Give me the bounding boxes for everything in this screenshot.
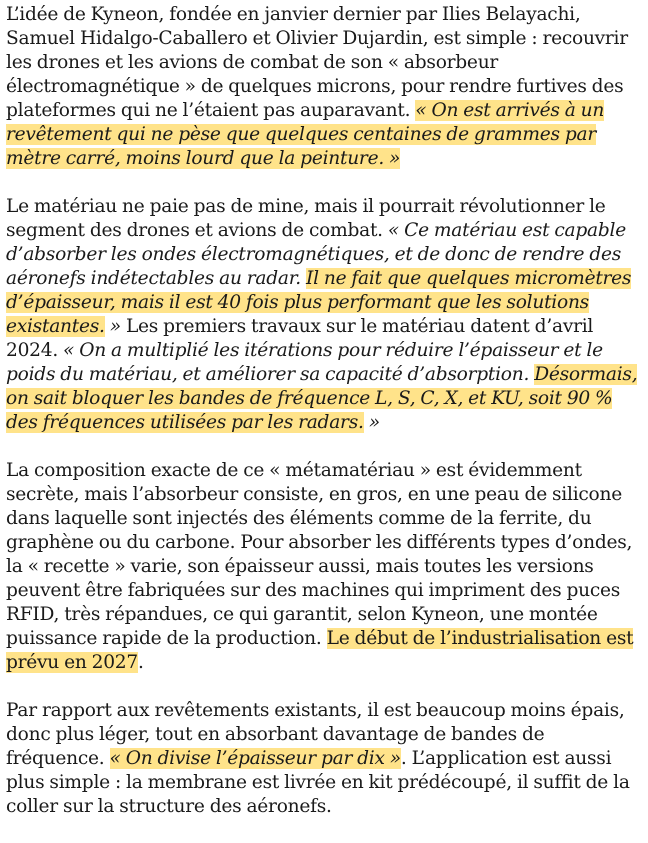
article-paragraph bbox=[6, 195, 646, 435]
article-paragraph bbox=[6, 459, 646, 675]
quote-text: « On a multiplié les itérations pour réduire l’épaisseur et le poids du matériau, et améliorer sa capacité d’absorption. bbox=[6, 340, 603, 385]
highlighted-quote: Le début de l’industrialisation est prévu en 2027 bbox=[6, 628, 634, 673]
article-paragraph bbox=[6, 3, 646, 171]
body-text: Par rapport aux revêtements existants, il est beaucoup moins épais, donc plus léger, tout en absorbant davantage de bandes de fréquence. bbox=[6, 700, 625, 769]
highlighted-quote: Désormais, on sait bloquer les bandes de fréquence L, S, C, X, et KU, soit 90 % des fréquences utilisées par les radars. bbox=[6, 364, 638, 433]
quote-text: « Ce matériau est capable d’absorber les ondes électromagnétiques, et de donc de rendre des aéronefs indétectables au radar. bbox=[6, 220, 626, 289]
body-text: L’idée de Kyneon, fondée en janvier dernier par Ilies Belayachi, Samuel Hidalgo-Caballero et Olivier Dujardin, est simple : recouvrir les drones et les avions de combat de son « absorbeur électromagnétique » de quelques microns, pour rendre furtives des plateformes qui ne l’étaient pas auparavant. bbox=[6, 4, 628, 121]
highlighted-quote: « On divise l’épaisseur par dix » bbox=[109, 748, 401, 769]
quote-text: » bbox=[104, 316, 126, 337]
body-text: La composition exacte de ce « métamatériau » est évidemment secrète, mais l’absorbeur consiste, en gros, en une peau de silicone dans laquelle sont injectés des éléments comme de la ferrite, du graphène ou du carbone. Pour absorber les différents types d’ondes, la « recette » varie, son épaisseur aussi, mais toutes les versions peuvent être fabriquées sur des machines qui impriment des puces RFID, très répandues, ce qui garantit, selon Kyneon, une montée puissance rapide de la production. bbox=[6, 460, 633, 649]
body-text: . L’application est aussi plus simple : la membrane est livrée en kit prédécoupé, il suffit de la coller sur la structure des aéronefs. bbox=[6, 748, 630, 817]
quote-text: » bbox=[363, 412, 380, 433]
highlighted-quote: Il ne fait que quelques micromètres d’épaisseur, mais il est 40 fois plus performant que les solutions existantes. bbox=[6, 268, 632, 337]
article-paragraph bbox=[6, 699, 646, 819]
body-text: Les premiers travaux sur le matériau datent d’avril 2024. bbox=[6, 316, 594, 361]
highlighted-quote: « On est arrivés à un revêtement qui ne pèse que quelques centaines de grammes par mètre carré, moins lourd que la peinture. » bbox=[6, 100, 605, 169]
body-text: Le matériau ne paie pas de mine, mais il pourrait révolutionner le segment des drones et avions de combat. bbox=[6, 196, 606, 241]
article-body bbox=[6, 3, 646, 843]
body-text: . bbox=[137, 652, 144, 673]
